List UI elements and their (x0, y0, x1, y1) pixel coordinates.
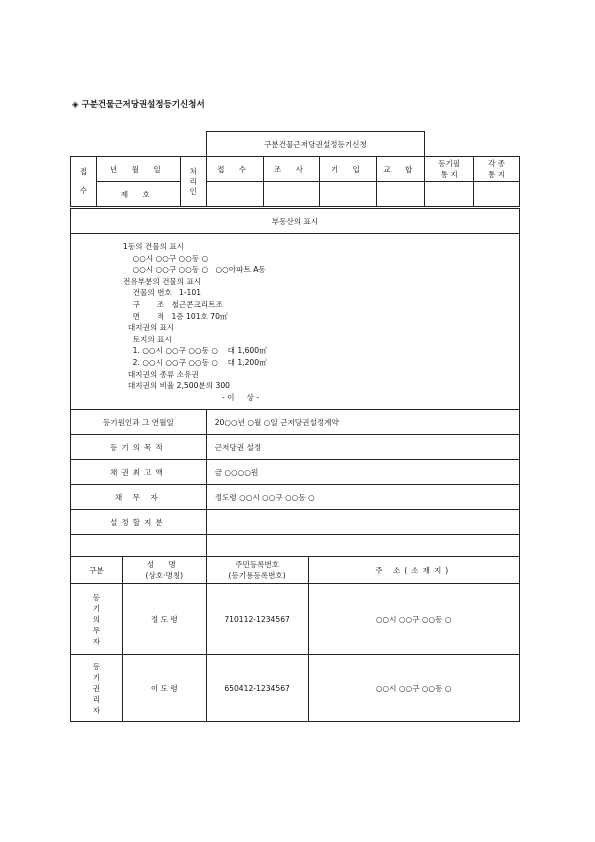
cell-entry-stamp (320, 182, 377, 207)
blank-row-left (71, 535, 207, 557)
col-receipt: 접 수 (206, 157, 263, 182)
cell-receipt-stamp (206, 182, 263, 207)
col-notify-various: 각 종 통 지 (474, 157, 520, 182)
cell-check-stamp (377, 182, 425, 207)
blank-row-right (206, 535, 519, 557)
cause-value: 20○○년 ○월 ○일 근저당권설정계약 (206, 410, 519, 435)
col-entry: 기 입 (320, 157, 377, 182)
property-section-title: 부동산의 표시 (71, 209, 520, 234)
party-role-obligor: 등 기 의 무 자 (71, 584, 123, 655)
party-right-holder-id: 650412-1234567 (206, 655, 308, 722)
property-description: 1동의 건물의 표시 ○○시 ○○구 ○○동 ○ ○○시 ○○구 ○○동 ○ ○○아파트 A동 전유부분의 건물의 표시 건물의 번호 1-101 구 조 철근콘크리트조 면 적 1층 101호 70㎡ 대지권의 표시 토지의 표시 1. ○○시 ○○구 ○○동 ○ 대 1,600㎡ 2. ○○시 ○○구 ○○동 ○ 대 1,200㎡ 대지권의 종류 소유권 대지권의 비율 2,500분의 300 - 이 상 - (71, 234, 520, 410)
max-claim-label: 채권최고액 (71, 460, 207, 485)
party-address-header: 주 소(소재지) (308, 557, 520, 584)
cell-notify2-stamp (474, 182, 520, 207)
receipt-table (70, 131, 520, 207)
party-obligor-id: 710112-1234567 (206, 584, 308, 655)
cause-label: 등기원인과 그 연월일 (71, 410, 207, 435)
debtor-label: 채 무 자 (71, 485, 207, 510)
party-id-header: 주민등록번호 (등기용등록번호) (206, 557, 308, 584)
cell-review-stamp (263, 182, 320, 207)
application-table (70, 208, 520, 722)
col-check: 교 합 (377, 157, 425, 182)
col-notify-completion: 등기필 통 지 (425, 157, 474, 182)
max-claim-value: 금 ○○○○원 (206, 460, 519, 485)
party-type-header: 구분 (71, 557, 123, 584)
col-review: 조 사 (263, 157, 320, 182)
application-name: 구분건물근저당권설정등기신청 (206, 132, 425, 157)
party-right-holder-name: 이 도 령 (122, 655, 206, 722)
share-value (206, 510, 519, 535)
number-label: 제 호 (96, 182, 180, 207)
party-right-holder-address: ○○시 ○○구 ○○동 ○ (308, 655, 520, 722)
document-title: ◈ 구분건물근저당권설정등기신청서 (72, 100, 205, 110)
party-obligor-address: ○○시 ○○구 ○○동 ○ (308, 584, 520, 655)
share-label: 설정할지분 (71, 510, 207, 535)
cell-notify1-stamp (425, 182, 474, 207)
receipt-label: 접 수 (71, 157, 97, 207)
party-role-right-holder: 등 기 권 리 자 (71, 655, 123, 722)
purpose-value: 근저당권 설정 (206, 435, 519, 460)
debtor-value: 정도령 ○○시 ○○구 ○○동 ○ (206, 485, 519, 510)
party-obligor-name: 정 도 령 (122, 584, 206, 655)
date-label: 년 월 일 (96, 157, 180, 182)
purpose-label: 등기의목적 (71, 435, 207, 460)
process-label: 처 리 인 (180, 157, 206, 207)
party-name-header: 성 명 (상호·명칭) (122, 557, 206, 584)
